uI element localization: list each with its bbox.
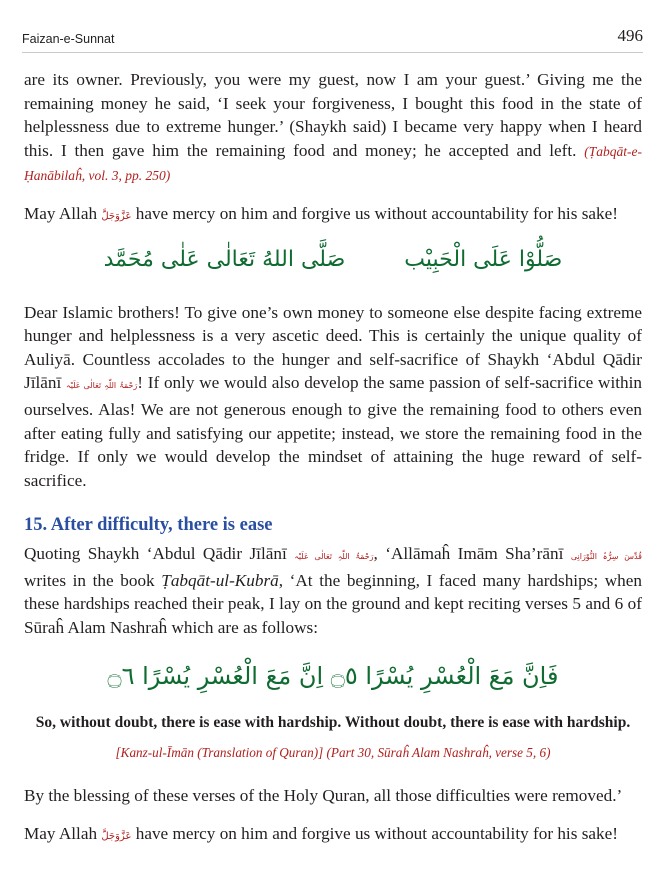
- paragraph-6: [24, 822, 642, 849]
- paragraph-2-before: May Allah: [24, 203, 102, 223]
- book-name: Ṭabqāt-ul-Kubrā: [161, 570, 279, 590]
- verse-reference: [Kanz-ul-Īmān (Translation of Quran)] (Part 30, Sūraĥ Alam Nashraĥ, verse 5, 6): [115, 744, 551, 760]
- paragraph-4: [24, 542, 642, 639]
- honorific-rahmat: رَحْمَۃُ اللّٰہِ تَعَالٰی عَلَیْہ: [66, 381, 138, 391]
- page-body: [24, 68, 642, 863]
- verse-translation: So, without doubt, there is ease with hardship. Without doubt, there is ease with hardship.: [35, 714, 631, 732]
- quran-verse: فَاِنَّ مَعَ الْعُسْرِ یُسْرًا ۝٥ اِنَّ مَعَ الْعُسْرِ یُسْرًا ۝٦: [107, 662, 559, 691]
- paragraph-3-before: Dear Islamic brothers! To give one’s own money to someone else despite facing extreme hunger and helplessness is a very ascetic deed. This is certainly the unique quality of Auliyā. Countless accolades to the hunger and self-sacrifice of Shaykh ‘Abdul Qādir Jīlānī: [24, 302, 642, 393]
- paragraph-5: By the blessing of these verses of the Holy Quran, all those difficulties were removed.’: [24, 786, 623, 806]
- paragraph-4-part-1: Quoting Shaykh ‘Abdul Qādir Jīlānī: [24, 543, 295, 563]
- honorific-rahmat-2: رَحْمَۃُ اللّٰہِ تَعَالٰی عَلَیْہ: [294, 551, 374, 561]
- salawat-line: [24, 245, 642, 275]
- paragraph-3-after: ! If only we would also develop the same passion of self-sacrifice within ourselves. Alas! We are not generous enough to give the remaining food to others even after eating fully and satisfying our appetite; instead, we store the remaining food in the fridge. If only we would develop the mindset of attaining the huge reward of self-sacrifice.: [24, 373, 642, 490]
- honorific-allah: عَزَّوَجَلَّ: [101, 210, 132, 222]
- page-number: 496: [617, 26, 643, 45]
- honorific-quddisa: قُدِّسَ سِرُّہُ النُّوْرَانِی: [570, 551, 642, 561]
- paragraph-2: [24, 202, 642, 229]
- section-heading: 15. After difficulty, there is ease: [24, 515, 273, 536]
- citation: (Ṭabqāt-e-Ḥanābilaĥ, vol. 3, pp. 250): [24, 143, 642, 184]
- paragraph-4-part-3: writes in the book: [24, 570, 162, 590]
- paragraph-2-after: have mercy on him and forgive us without accountability for his sake!: [131, 203, 618, 223]
- paragraph-3: [24, 301, 642, 493]
- paragraph-1-text: are its owner. Previously, you were my guest, now I am your guest.’ Giving me the remaining money he said, ‘I seek your forgiveness, I bought this food in the state of helplessness due to extreme hunger.’ (Shaykh said) I became very happy when I heard this. I then gave him the remaining food and money; he accepted and left.: [24, 70, 642, 160]
- page-header: [22, 26, 643, 53]
- paragraph-1: [24, 68, 642, 188]
- paragraph-6-after: have mercy on him and forgive us without accountability for his sake!: [131, 824, 618, 844]
- honorific-allah-2: عَزَّوَجَلَّ: [101, 831, 132, 843]
- paragraph-6-before: May Allah: [24, 824, 102, 844]
- paragraph-4-part-4: , ‘At the beginning, I faced many hardships; when these hardships reached their peak, I lay on the ground and kept reciting verses 5 and 6 of Sūraĥ Alam Nashraĥ which are as follows:: [24, 570, 642, 637]
- paragraph-4-part-2: , ‘Allāmaĥ Imām Sha’rānī: [373, 543, 571, 563]
- book-title: Faizan-e-Sunnat: [22, 32, 115, 46]
- salawat-part-2: صَلَّى اللهُ تَعَالٰی عَلٰی مُحَمَّد: [103, 246, 346, 272]
- salawat-part-1: صَلُّوْا عَلَى الْحَبِيْب: [404, 246, 563, 272]
